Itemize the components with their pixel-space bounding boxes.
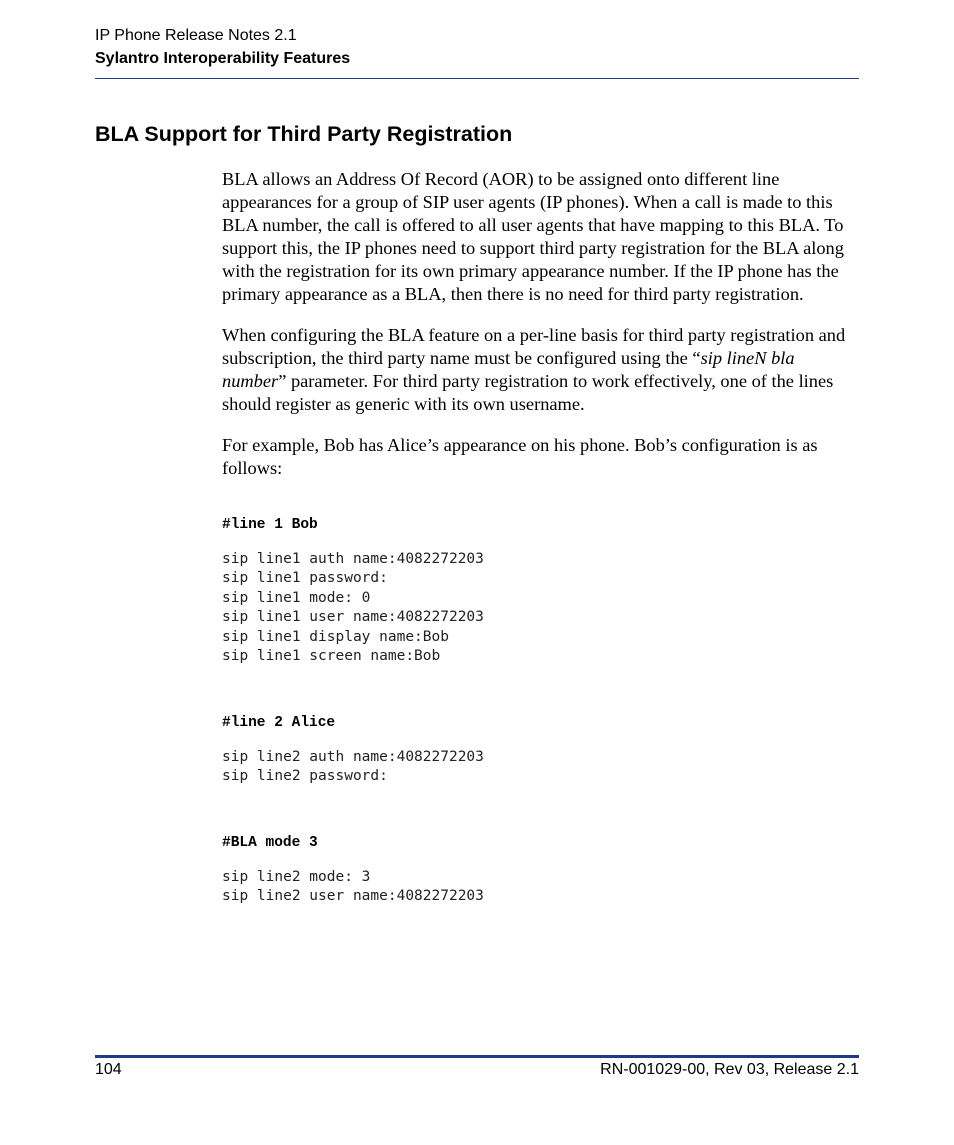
paragraph-bla-overview: BLA allows an Address Of Record (AOR) to be assigned onto different line appearances for a group of SIP user agents (IP phones). When a call is made to this BLA number, the call is offered to all user agents that have mapping to this BLA. To support this, the IP phones need to support third party registration for the BLA along with the registration for its own primary appearance number. If the IP phone has the primary appearance as a BLA, then there is no need for third party registration. (222, 169, 844, 304)
page-number: 104 (95, 1061, 122, 1078)
code-heading: #line 1 Bob (222, 517, 318, 533)
body-text (222, 168, 859, 498)
code-heading: #BLA mode 3 (222, 835, 318, 851)
code-block-line2 (222, 714, 859, 787)
parameter-name: sip lineN bla number (222, 348, 795, 391)
header-divider (95, 78, 859, 79)
document-title: IP Phone Release Notes 2.1 (95, 27, 297, 44)
paragraph-configuration-text-1: When configuring the BLA feature on a per-line basis for third party registration and subscription, the third party name must be configured using the “ (222, 325, 846, 368)
code-lines (222, 868, 859, 907)
code-heading: #line 2 Alice (222, 715, 336, 731)
code-line: sip line2 password: (222, 768, 388, 784)
page-header (95, 26, 859, 70)
code-line: sip line2 mode: 3 (222, 868, 371, 885)
code-line: sip line1 password: (222, 570, 388, 586)
code-block-bla-mode (222, 834, 859, 907)
paragraph-example: For example, Bob has Alice’s appearance on his phone. Bob’s configuration is as follows: (222, 435, 818, 478)
chapter-title: Sylantro Interoperability Features (95, 50, 351, 67)
section-heading: BLA Support for Third Party Registration (95, 122, 513, 146)
paragraph-configuration (222, 324, 859, 416)
code-lines (222, 748, 859, 787)
code-line: sip line1 display name:Bob (222, 628, 449, 645)
code-line: sip line1 mode: 0 (222, 589, 371, 606)
code-line: sip line1 user name:4082272203 (222, 609, 484, 625)
paragraph-configuration-text-2: ” parameter. For third party registration to work effectively, one of the lines should register as generic with its own username. (222, 371, 834, 414)
code-line: sip line2 auth name:4082272203 (222, 748, 484, 765)
code-line: sip line1 screen name:Bob (222, 648, 441, 664)
code-lines (222, 550, 859, 667)
footer-divider (95, 1055, 859, 1058)
code-line: sip line2 user name:4082272203 (222, 888, 484, 904)
code-line: sip line1 auth name:4082272203 (222, 550, 484, 567)
code-block-line1 (222, 516, 859, 667)
document-id: RN-001029-00, Rev 03, Release 2.1 (600, 1061, 859, 1078)
